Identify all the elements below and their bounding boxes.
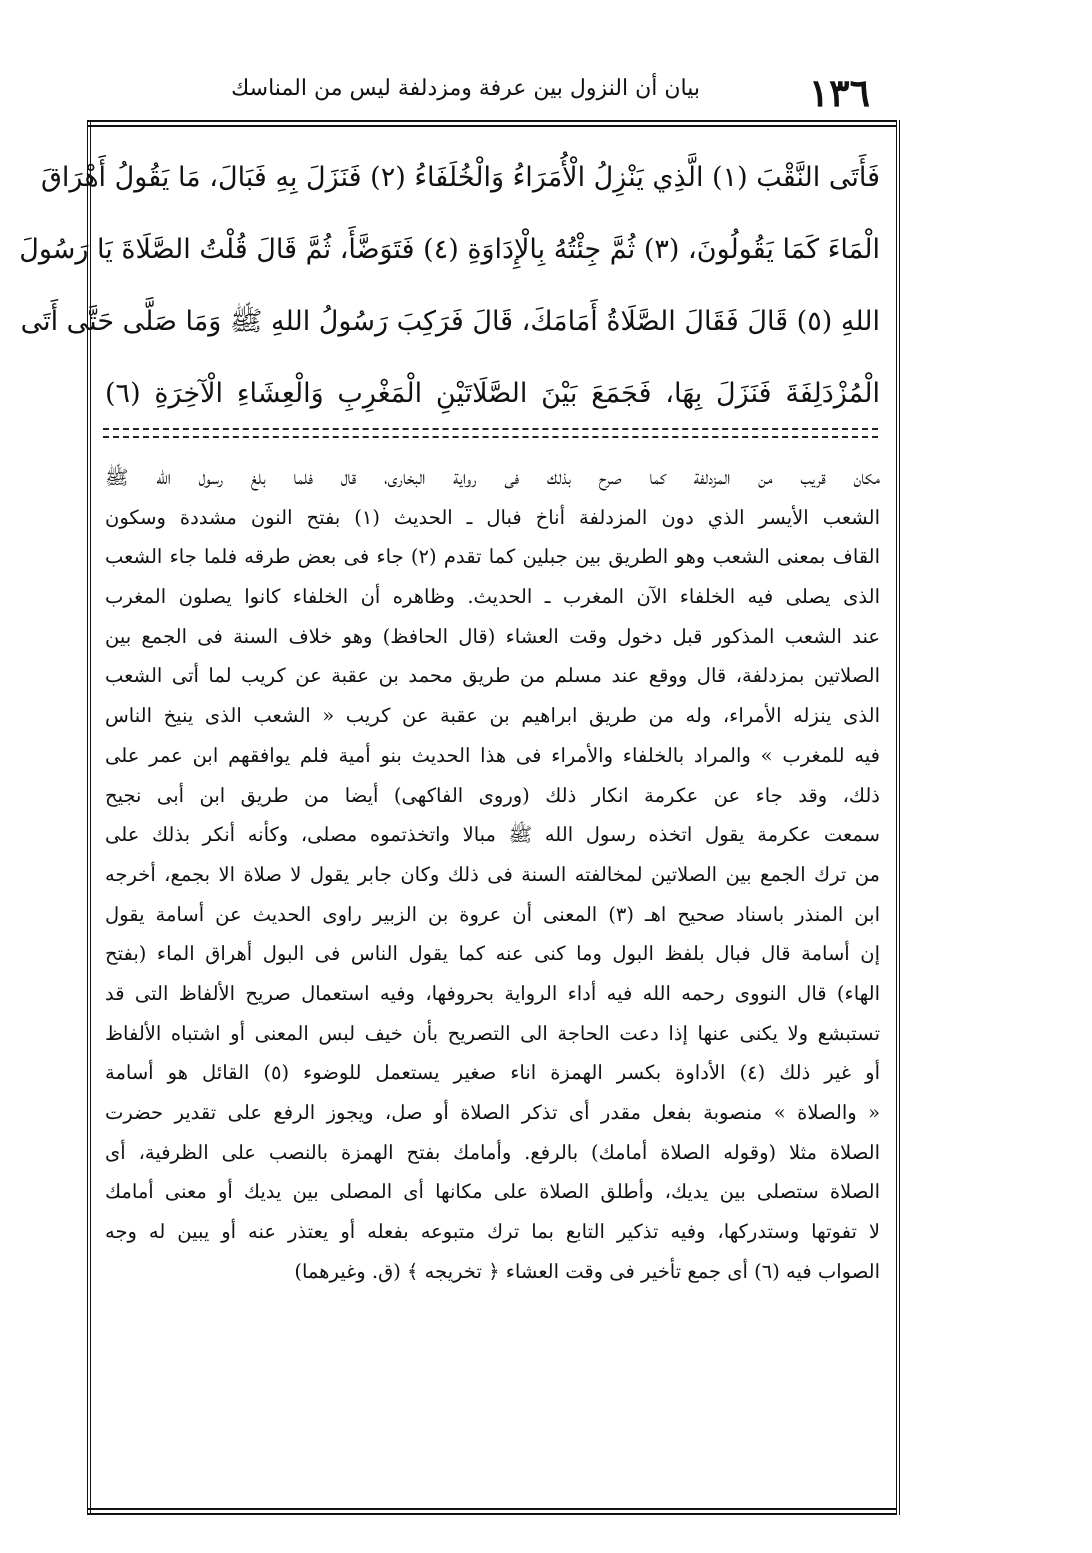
hadith-text: [19, 142, 880, 430]
hadith-line: الْمَاءَ كَمَا يَقُولُونَ، (٣) ثُمَّ جِئْتُهُ بِالْإِدَاوَةِ (٤) فَتَوَضَّأَ، ثُمَّ قَالَ قُلْتُ الصَّلَاةَ يَا رَسُولَ: [19, 234, 880, 265]
commentary-line: الصلاة ستصلى بين يديك، وأطلق الصلاة على مكانها أى المصلى بين يديك أو معنى أمامك: [105, 1180, 880, 1204]
commentary-line: ابن المنذر باسناد صحيح اهـ (٣) المعنى أن عروة بن الزبير راوى الحديث عن أسامة يقول: [105, 902, 880, 926]
commentary-line: فيه للمغرب » والمراد بالخلفاء والأمراء فى هذا الحديث بنو أمية فلم يوافقهم ابن عمر على: [105, 743, 880, 767]
commentary-line: سمعت عكرمة يقول اتخذه رسول الله ﷺ مبالا واتخذتموه مصلى، وكأنه أنكر بذلك على: [105, 823, 880, 847]
commentary-line: الشعب الأيسر الذي دون المزدلفة أناخ فبال ـ الحديث (١) بفتح النون مشددة وسكون: [105, 505, 880, 529]
commentary-line: لا تفوتها وستدركها، وفيه تذكير التابع بما ترك متبوعه بفعله أو يعتذر عنه أو يبين له وجه: [105, 1220, 880, 1244]
commentary-line: الصلاة مثلا (وقوله الصلاة أمامك) بالرفع. وأمامك بفتح الهمزة بالنصب على الظرفية، أى: [105, 1140, 880, 1164]
page-header: [200, 70, 870, 120]
commentary-line: الهاء) قال النووى رحمه الله فيه أداء الرواية بحروفها، وفيه استعمال صريح الألفاظ التى قد: [105, 981, 880, 1005]
page-number: ١٣٦: [808, 70, 870, 115]
commentary-line: الذى ينزله الأمراء، وله من طريق ابراهيم بن عقبة عن كريب « الشعب الذى ينيخ الناس: [105, 704, 880, 728]
running-title: بيان أن النزول بين عرفة ومزدلفة ليس من المناسك: [231, 76, 700, 101]
commentary-line: أو غير ذلك (٤) الأداوة بكسر الهمزة اناء صغير يستعمل للوضوء (٥) القائل هو أسامة: [105, 1061, 880, 1085]
commentary-line: إن أسامة قال فبال بلفظ البول وما كنى عنه كما يقول الناس فى البول أهراق الماء (بفتح: [105, 942, 880, 966]
bottom-border-rule: [87, 1508, 896, 1515]
section-divider-top: [103, 428, 878, 430]
commentary-line: ذلك، وقد جاء عن عكرمة انكار ذلك (وروى الفاكهى) أيضا من طريق ابن أبى نجيح: [105, 783, 880, 807]
commentary-line: مكان قريب من المزدلفة كما صرح بذلك فى رواية البخارى، قال فلما بلغ رسول الله ﷺ: [105, 466, 880, 489]
commentary-line: « والصلاة » منصوبة بفعل مقدر أى تذكر الصلاة أو صل، ويجوز الرفع على تقدير حضرت: [105, 1101, 880, 1124]
hadith-line: فَأَتَى النَّقْبَ (١) الَّذِي يَنْزِلُ الْأُمَرَاءُ وَالْخُلَفَاءُ (٢) فَنَزَلَ بِهِ فَبَالَ، مَا يَقُولُ أَهْرَاقَ: [40, 162, 880, 193]
hadith-line: اللهِ (٥) قَالَ فَقَالَ الصَّلَاةُ أَمَامَكَ، قَالَ فَرَكِبَ رَسُولُ اللهِ ﷺ وَمَا صَلَّى حَتَّى أَتَى: [20, 306, 880, 337]
commentary-line: من ترك الجمع بين الصلاتين لمخالفته السنة فى ذلك وكان جابر يقول لا صلاة الا بجمع، أخرجه: [105, 862, 880, 886]
commentary-line: تستبشع ولا يكنى عنها إذا دعت الحاجة الى التصريح بأن خيف لبس المعنى أو اشتباه الألفاظ: [105, 1021, 880, 1045]
commentary-line: القاف بمعنى الشعب وهو الطريق بين جبلين كما تقدم (٢) جاء فى بعض طرقه فلما جاء الشعب: [105, 545, 880, 569]
section-divider-bottom: [103, 436, 878, 438]
commentary-line: الصلاتين بمزدلفة، قال ووقع عند مسلم من طريق محمد بن عقبة عن كريب لما أتى الشعب: [105, 664, 880, 688]
commentary-text: [105, 458, 880, 1291]
commentary-line: الذى يصلى فيه الخلفاء الآن المغرب ـ الحديث. وظاهره أن الخلفاء كانوا يصلون المغرب: [105, 585, 880, 609]
commentary-line: الصواب فيه (٦) أى جمع تأخير فى وقت العشاء ﴿ تخريجه ﴾ (ق. وغيرهما): [294, 1259, 880, 1283]
hadith-line: الْمُزْدَلِفَةَ فَنَزَلَ بِهَا، فَجَمَعَ بَيْنَ الصَّلَاتَيْنِ الْمَغْرِبِ وَالْعِشَاءِ الْآخِرَةِ (٦): [105, 378, 880, 409]
commentary-line: عند الشعب المذكور قبل دخول وقت العشاء (قال الحافظ) وهو خلاف السنة فى الجمع بين: [105, 624, 880, 648]
